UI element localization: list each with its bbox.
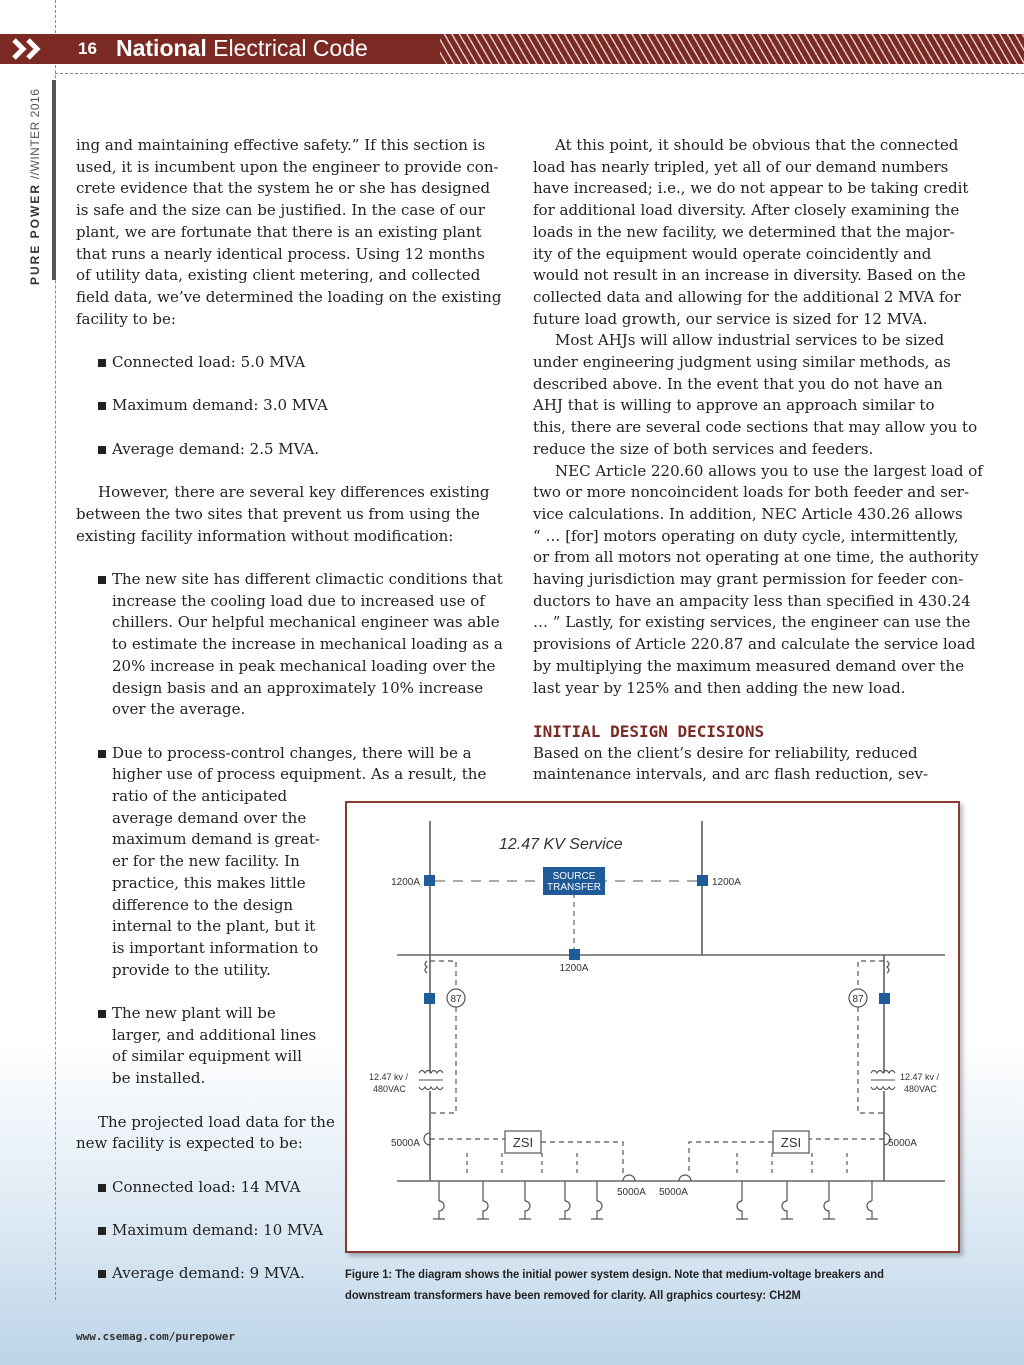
bullet-item: Maximum demand: 10 MVA xyxy=(76,1220,503,1242)
body-line: ing and maintaining effective safety.” If this section is xyxy=(76,136,486,154)
transformer-label: 480VAC xyxy=(904,1084,937,1094)
bullet-line: design basis and an approximately 10% increase xyxy=(112,678,484,697)
bullet-line: higher use of process equipment. As a result, the xyxy=(112,765,487,784)
transformer-label: 12.47 kv / xyxy=(900,1072,940,1082)
body-line: … ” Lastly, for existing services, the engineer can use the xyxy=(533,613,971,632)
page-number: 16 xyxy=(78,39,97,58)
figure-1-diagram xyxy=(345,801,960,1253)
header-hatch-pattern xyxy=(440,34,1024,64)
section-heading: INITIAL DESIGN DECISIONS xyxy=(533,721,765,741)
body-line: for additional load diversity. After closely examining the xyxy=(533,201,960,220)
breaker-label: 5000A xyxy=(617,1187,646,1198)
breaker-label: 1200A xyxy=(712,877,741,888)
section-title-bold: National xyxy=(116,35,207,61)
body-line: or from all motors not operating at one time, the authority xyxy=(533,548,979,567)
body-line: by multiplying the maximum measured demand over the xyxy=(533,656,965,675)
sidebar-issue: //WINTER 2016 xyxy=(28,88,42,183)
body-line: provisions of Article 220.87 and calculate the service load xyxy=(533,635,976,654)
bullet-line: to estimate the increase in mechanical loading as a xyxy=(112,635,503,654)
bullet-line: is important information to xyxy=(112,938,319,957)
body-line: of utility data, existing client metering, and collected xyxy=(76,266,481,285)
body-line: collected data and allowing for the additional 2 MVA for xyxy=(533,287,961,306)
body-line: crete evidence that the system he or she has designed xyxy=(76,179,491,198)
feeder-breakers-left xyxy=(433,1181,603,1219)
breaker-label: 1200A xyxy=(559,963,589,974)
body-line: facility to be: xyxy=(76,309,176,328)
body-line: maintenance intervals, and arc flash reduction, sev- xyxy=(533,765,929,784)
bullet-line: increase the cooling load due to increased use of xyxy=(112,591,485,610)
transformer-left-icon xyxy=(419,1071,443,1074)
source-transfer-label-1: SOURCE xyxy=(552,871,596,882)
body-line: two or more noncoincident loads for both feeder and ser- xyxy=(533,483,970,502)
tie-breaker-right xyxy=(679,1175,691,1181)
body-line: described above. In the event that you do not have an xyxy=(533,374,943,393)
bullet-line: maximum demand is great- xyxy=(112,830,320,849)
breaker-1200a-center xyxy=(569,949,580,960)
bullet-line: 20% increase in peak mechanical loading over the xyxy=(112,656,496,675)
main-breaker-left xyxy=(424,1133,430,1145)
breaker-label: 5000A xyxy=(659,1187,688,1198)
body-line: load has nearly tripled, yet all of our demand numbers xyxy=(533,157,949,176)
body-line: that runs a nearly identical process. Using 12 months xyxy=(76,244,485,263)
body-line: is safe and the size can be justified. In the case of our xyxy=(76,201,485,220)
bullet-line: be installed. xyxy=(112,1069,206,1088)
relay-label: 87 xyxy=(852,994,864,1005)
body-line: loads in the new facility, we determined that the major- xyxy=(533,222,955,241)
section-title xyxy=(116,35,368,62)
body-line: this, there are several code sections that may allow you to xyxy=(533,418,978,437)
bullet-item: Average demand: 2.5 MVA. xyxy=(76,439,503,461)
breaker-label: 1200A xyxy=(391,877,420,888)
bullet-line: internal to the plant, but it xyxy=(112,917,316,936)
transformer-label: 12.47 kv / xyxy=(369,1072,409,1082)
body-line: NEC Article 220.60 allows you to use the largest load of xyxy=(555,461,983,480)
page-header xyxy=(0,34,1024,64)
zsi-label: ZSI xyxy=(512,1135,534,1150)
transformer-label: 480VAC xyxy=(373,1084,406,1094)
transformer-right-icon xyxy=(871,1071,895,1074)
bullet-line: of similar equipment will xyxy=(112,1047,302,1066)
breaker-label: 5000A xyxy=(888,1138,917,1149)
right-column xyxy=(533,135,983,786)
body-line: last year by 125% and then adding the new load. xyxy=(533,678,906,697)
footer-url: www.csemag.com/purepower xyxy=(76,1330,235,1343)
body-line: new facility is expected to be: xyxy=(76,1134,303,1153)
margin-guide-horizontal xyxy=(55,73,1024,74)
body-line: vice calculations. In addition, NEC Article 430.26 allows xyxy=(533,504,963,523)
bullet-item: Connected load: 14 MVA xyxy=(76,1177,503,1199)
breaker-label: 5000A xyxy=(391,1138,420,1149)
breaker-1200a-right xyxy=(697,875,708,886)
tie-breaker-left xyxy=(623,1175,635,1181)
body-line: would not result in an increase in diversity. Based on the xyxy=(533,266,966,285)
sidebar-brand: PURE POWER xyxy=(28,182,42,285)
caption-line: Figure 1: The diagram shows the initial power system design. Note that medium-voltage breakers and xyxy=(345,1267,884,1281)
zsi-label: ZSI xyxy=(780,1135,802,1150)
body-line: ductors to have an ampacity less than specified in 430.24 xyxy=(533,591,971,610)
bullet-item: The new site has different climactic conditions that xyxy=(76,569,503,591)
bullet-line: practice, this makes little xyxy=(112,873,306,892)
bullet-line: provide to the utility. xyxy=(112,960,271,979)
bullet-line: ratio of the anticipated xyxy=(112,787,288,805)
sidebar-bar xyxy=(52,80,56,280)
bullet-item: Due to process-control changes, there will be a xyxy=(76,743,503,765)
breaker-1200a-left xyxy=(424,875,435,886)
body-line: under engineering judgment using similar methods, as xyxy=(533,353,951,372)
body-line: However, there are several key differences existing xyxy=(98,483,490,502)
breaker-medium-voltage-left xyxy=(424,993,435,1004)
sidebar-issue-label xyxy=(28,89,42,285)
body-line: Based on the client’s desire for reliability, reduced xyxy=(533,743,918,762)
bullet-item: Maximum demand: 3.0 MVA xyxy=(76,395,503,417)
feeder-breakers-right xyxy=(736,1181,878,1219)
body-line: “ … [for] motors operating on duty cycle, intermittently, xyxy=(533,526,959,545)
relay-label: 87 xyxy=(450,994,462,1005)
body-line: having jurisdiction may grant permission for feeder con- xyxy=(533,570,964,589)
body-line: Most AHJs will allow industrial services to be sized xyxy=(555,331,945,350)
breaker-medium-voltage-right xyxy=(879,993,890,1004)
body-line: existing facility information without modification: xyxy=(76,526,454,545)
body-line: ity of the equipment would operate coincidently and xyxy=(533,244,932,263)
bullet-item: Average demand: 9 MVA. xyxy=(76,1263,503,1285)
figure-caption xyxy=(345,1264,940,1306)
bullet-item: Connected load: 5.0 MVA xyxy=(76,352,503,374)
body-line: used, it is incumbent upon the engineer to provide con- xyxy=(76,157,499,176)
body-line: The projected load data for the xyxy=(98,1112,335,1131)
body-line: between the two sites that prevent us from using the xyxy=(76,504,480,523)
section-title-rest: Electrical Code xyxy=(206,35,368,61)
double-chevron-icon xyxy=(12,38,52,60)
body-line: AHJ that is willing to approve an approach similar to xyxy=(533,396,935,415)
bullet-line: chillers. Our helpful mechanical engineer was able xyxy=(112,613,500,632)
body-line: have increased; i.e., we do not appear to be taking credit xyxy=(533,179,969,198)
bullet-item: The new plant will be xyxy=(76,1003,503,1025)
bullet-line: difference to the design xyxy=(112,895,294,914)
bullet-line: er for the new facility. In xyxy=(112,852,300,871)
body-line: future load growth, our service is sized for 12 MVA. xyxy=(533,309,928,328)
body-line: At this point, it should be obvious that the connected xyxy=(555,136,959,154)
caption-line: downstream transformers have been removed for clarity. All graphics courtesy: CH2M xyxy=(345,1288,801,1302)
bullet-line: average demand over the xyxy=(112,808,307,827)
source-transfer-label-2: TRANSFER xyxy=(547,882,601,893)
bullet-line: over the average. xyxy=(112,700,246,719)
body-line: reduce the size of both services and feeders. xyxy=(533,439,874,458)
service-label: 12.47 KV Service xyxy=(499,836,623,853)
bullet-line: larger, and additional lines xyxy=(112,1025,317,1044)
body-line: plant, we are fortunate that there is an existing plant xyxy=(76,222,482,241)
body-line: field data, we’ve determined the loading on the existing xyxy=(76,287,502,306)
